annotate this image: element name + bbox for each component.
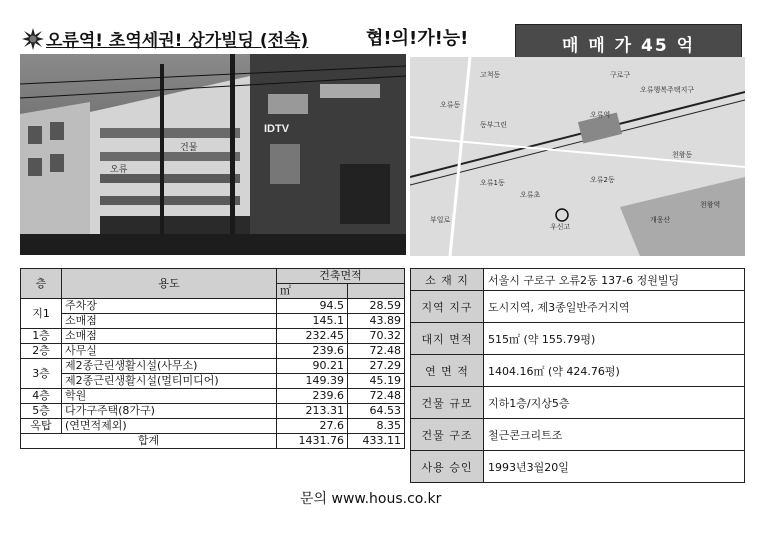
total-label: 합계 — [21, 434, 277, 449]
table-row — [21, 359, 405, 374]
floor-cell: 3층 — [21, 359, 62, 389]
map-label: 개웅산 — [650, 216, 671, 224]
area-m2-cell: 149.39 — [277, 374, 348, 389]
table-header-row — [21, 269, 405, 284]
map-label: 오류초 — [520, 191, 541, 199]
info-value-zoning: 도시지역, 제3종일반주거지역 — [484, 291, 745, 323]
property-info-table — [410, 268, 745, 483]
floor-cell: 1층 — [21, 329, 62, 344]
area-m2-cell: 90.21 — [277, 359, 348, 374]
area-m2-cell: 145.1 — [277, 314, 348, 329]
use-cell: 사무실 — [62, 344, 277, 359]
info-value-approval-date: 1993년3월20일 — [484, 451, 745, 483]
info-row — [411, 387, 745, 419]
column-unit-m2: ㎡ — [277, 284, 348, 299]
info-label-address: 소 재 지 — [411, 269, 484, 291]
info-label-building-scale: 건물 규모 — [411, 387, 484, 419]
map-label: 우신고 — [550, 223, 571, 231]
info-value-building-scale: 지하1층/지상5층 — [484, 387, 745, 419]
info-value-structure: 철근콘크리트조 — [484, 419, 745, 451]
total-py-cell: 433.11 — [348, 434, 405, 449]
info-row — [411, 269, 745, 291]
floor-cell: 4층 — [21, 389, 62, 404]
floor-cell: 5층 — [21, 404, 62, 419]
area-m2-cell: 239.6 — [277, 344, 348, 359]
table-row — [21, 404, 405, 419]
map-label: 고척동 — [480, 71, 501, 79]
map-label: 동부그린 — [480, 121, 508, 129]
column-header-floor: 층 — [21, 269, 62, 299]
table-row — [21, 389, 405, 404]
area-py-cell: 70.32 — [348, 329, 405, 344]
use-cell: 제2종근린생활시설(사무소) — [62, 359, 277, 374]
info-label-land-area: 대지 면적 — [411, 323, 484, 355]
table-row — [21, 299, 405, 314]
table-row — [21, 419, 405, 434]
contact-website[interactable]: 문의 www.hous.co.kr — [300, 491, 442, 507]
map-label: 천왕동 — [672, 151, 693, 159]
total-m2-cell: 1431.76 — [277, 434, 348, 449]
area-m2-cell: 27.6 — [277, 419, 348, 434]
area-py-cell: 8.35 — [348, 419, 405, 434]
total-row — [21, 434, 405, 449]
info-row — [411, 323, 745, 355]
info-label-floor-area: 연 면 적 — [411, 355, 484, 387]
map-label: 구로구 — [610, 71, 631, 79]
use-cell: 다가구주택(8가구) — [62, 404, 277, 419]
use-cell: (연면적제외) — [62, 419, 277, 434]
table-row — [21, 329, 405, 344]
use-cell: 학원 — [62, 389, 277, 404]
area-m2-cell: 213.31 — [277, 404, 348, 419]
map-label: 오류동 — [440, 101, 461, 109]
use-cell: 제2종근린생활시설(멀티미디어) — [62, 374, 277, 389]
photo-sign-text: IDTV — [264, 123, 290, 135]
info-value-land-area: 515㎡ (약 155.79평) — [484, 323, 745, 355]
info-row — [411, 419, 745, 451]
map-label: 오류1동 — [480, 179, 505, 187]
star-burst-icon — [22, 28, 44, 50]
floor-area-table — [20, 268, 405, 449]
map-label: 오류행복주택지구 — [640, 86, 695, 94]
map-label: 천왕역 — [700, 201, 721, 209]
info-row — [411, 291, 745, 323]
floor-cell: 옥탑 — [21, 419, 62, 434]
info-label-approval-date: 사용 승인 — [411, 451, 484, 483]
column-header-area: 건축면적 — [277, 269, 405, 284]
map-label: 오류역 — [590, 111, 611, 119]
area-py-cell: 27.29 — [348, 359, 405, 374]
area-py-cell: 72.48 — [348, 344, 405, 359]
area-py-cell: 45.19 — [348, 374, 405, 389]
info-label-zoning: 지역 지구 — [411, 291, 484, 323]
use-cell: 소매점 — [62, 329, 277, 344]
column-unit-py — [348, 284, 405, 299]
table-row — [21, 314, 405, 329]
table-row — [21, 374, 405, 389]
area-py-cell: 64.53 — [348, 404, 405, 419]
photo-sign-text: 건물 — [180, 143, 198, 153]
info-row — [411, 355, 745, 387]
area-m2-cell: 94.5 — [277, 299, 348, 314]
photo-sign-text: 오류 — [110, 165, 128, 175]
info-value-floor-area: 1404.16㎡ (약 424.76평) — [484, 355, 745, 387]
info-label-structure: 건물 구조 — [411, 419, 484, 451]
negotiable-label: 협!의!가!능! — [366, 28, 469, 49]
info-value-address: 서울시 구로구 오류2동 137-6 정원빌딩 — [484, 269, 745, 291]
sale-price-badge: 매 매 가 45 억 — [515, 24, 742, 62]
use-cell: 소매점 — [62, 314, 277, 329]
area-py-cell: 72.48 — [348, 389, 405, 404]
use-cell: 주차장 — [62, 299, 277, 314]
table-row — [21, 344, 405, 359]
map-label: 오류2동 — [590, 176, 615, 184]
area-py-cell: 43.89 — [348, 314, 405, 329]
floor-cell: 지1 — [21, 299, 62, 329]
column-header-use: 용도 — [62, 269, 277, 299]
building-photo — [20, 54, 406, 255]
floor-cell: 2층 — [21, 344, 62, 359]
listing-title: 오류역! 초역세권! 상가빌딩 (전속) — [46, 31, 309, 51]
area-m2-cell: 232.45 — [277, 329, 348, 344]
info-row — [411, 451, 745, 483]
location-map — [410, 57, 745, 256]
map-label: 부일로 — [430, 216, 451, 224]
area-m2-cell: 239.6 — [277, 389, 348, 404]
area-py-cell: 28.59 — [348, 299, 405, 314]
